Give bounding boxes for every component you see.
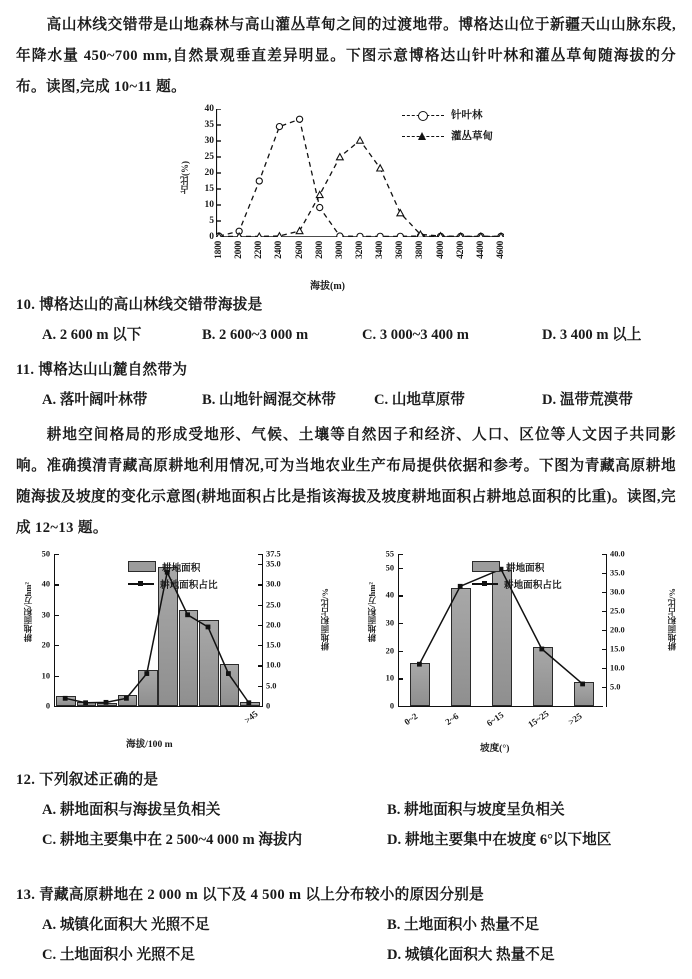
line-chart-x-tick: 4600	[496, 241, 506, 259]
y-tick: 20	[385, 646, 394, 656]
y-tick: 40	[385, 590, 394, 600]
line-chart-y-tick: 35	[204, 120, 214, 130]
q10-option-a[interactable]: A. 2 600 m 以下	[42, 327, 142, 343]
y2-tick-mark	[602, 668, 607, 669]
y-tick: 0	[45, 701, 50, 711]
line-chart-y-axis-label: 占比(%)	[180, 161, 190, 194]
x-tick-label: 0~2	[402, 711, 420, 727]
y2-tick-mark	[602, 611, 607, 612]
legend-label-shrub-meadow: 灌丛草甸	[451, 131, 493, 142]
circle-marker-icon	[402, 110, 444, 120]
legend-label-farmland-share: 耕地面积占比	[504, 579, 562, 591]
legend-item-farmland-share	[128, 575, 218, 592]
left-bar-x-tick-label-last: >45	[242, 708, 260, 726]
line-chart-x-tick: 3800	[415, 241, 426, 259]
line-chart-y-tick: 25	[204, 152, 214, 162]
question-10	[16, 290, 676, 350]
y2-tick: 25.0	[610, 606, 625, 616]
right-bar-y-ticks	[366, 548, 394, 711]
y2-tick-mark	[258, 706, 263, 707]
y2-tick-mark	[258, 554, 263, 555]
y-tick-mark	[54, 554, 59, 555]
x-tick-label: >25	[566, 710, 584, 728]
y-tick: 50	[41, 549, 50, 559]
chart-bar-altitude	[8, 548, 343, 760]
y-tick-mark	[54, 645, 59, 646]
question-12-options-row-1	[16, 795, 676, 825]
y2-tick: 10.0	[266, 660, 281, 670]
line-chart-x-tick: 2000	[234, 241, 245, 259]
line-chart-x-tick: 4400	[475, 241, 486, 259]
line-chart-x-axis-label: 海拔(m)	[310, 281, 345, 292]
y-tick: 10	[385, 673, 394, 683]
left-bar-y-axis-label: 耕地面积/万hm²	[23, 582, 33, 642]
line-chart-y-tick: 5	[209, 216, 214, 226]
bar-swatch-icon	[128, 561, 156, 572]
line-chart-x-tick: 1800	[214, 241, 224, 259]
y2-tick-mark	[602, 649, 607, 650]
line-chart-legend	[402, 104, 493, 146]
y2-tick: 30.0	[610, 587, 625, 597]
question-11-options	[16, 385, 676, 415]
legend-label-conifer-forest: 针叶林	[451, 110, 483, 121]
line-chart-x-tick: 2400	[274, 241, 285, 259]
q11-option-c[interactable]: C. 山地草原带	[374, 392, 465, 408]
right-bar-y2-ticks	[610, 548, 650, 708]
line-chart-x-tick: 3200	[355, 241, 365, 259]
chart-line-vegetation	[180, 101, 525, 292]
question-11-stem: 11. 博格达山山麓自然带为	[16, 362, 188, 378]
y2-tick-mark	[258, 665, 263, 666]
y2-tick-mark	[258, 605, 263, 606]
legend-item-shrub-meadow	[402, 125, 493, 146]
q10-option-c[interactable]: C. 3 000~3 400 m	[362, 327, 469, 343]
line-chart-x-tick: 3600	[395, 241, 406, 259]
question-13-options-row-2	[16, 940, 676, 970]
y2-tick: 37.5	[266, 549, 281, 559]
question-12	[16, 765, 676, 855]
y-tick: 40	[41, 579, 50, 589]
y2-tick: 30.0	[266, 579, 281, 589]
y-tick: 50	[385, 563, 394, 573]
legend-item-farmland-area	[472, 558, 562, 575]
y2-tick-mark	[258, 625, 263, 626]
question-10-stem: 10. 博格达山的高山林线交错带海拔是	[16, 297, 263, 313]
line-chart-x-tick: 4200	[455, 241, 466, 259]
y-tick-mark	[54, 676, 59, 677]
line-chart-y-tick: 40	[204, 104, 214, 114]
question-10-options	[16, 320, 676, 350]
y-tick-mark	[398, 554, 403, 555]
y2-tick-mark	[258, 686, 263, 687]
y2-tick: 35.0	[266, 559, 281, 569]
line-chart-y-ticks	[188, 104, 214, 242]
line-marker-icon	[128, 579, 154, 588]
legend-item-conifer-forest	[402, 104, 493, 125]
y2-tick: 5.0	[266, 681, 277, 691]
q11-option-b[interactable]: B. 山地针阔混交林带	[202, 392, 336, 408]
line-chart-y-tick: 30	[204, 136, 214, 146]
legend-label-farmland-area: 耕地面积	[162, 562, 201, 574]
y2-tick: 15.0	[266, 640, 281, 650]
y-tick: 20	[41, 640, 50, 650]
y-tick-mark	[398, 678, 403, 679]
line-chart-x-tick-labels	[216, 241, 508, 277]
q12-option-a[interactable]: A. 耕地面积与海拔呈负相关	[42, 802, 221, 818]
y2-tick-mark	[258, 564, 263, 565]
y2-tick: 25.0	[266, 600, 281, 610]
y-tick-mark	[54, 615, 59, 616]
question-12-stem: 12. 下列叙述正确的是	[16, 772, 159, 788]
question-13-options-row-1	[16, 910, 676, 940]
line-chart-y-tick: 0	[209, 232, 214, 242]
passage-2	[16, 420, 676, 544]
y2-tick-mark	[602, 630, 607, 631]
y2-tick: 10.0	[610, 663, 625, 673]
q12-option-d[interactable]: D. 耕地主要集中在坡度 6°以下地区	[387, 832, 612, 848]
y2-tick: 20.0	[266, 620, 281, 630]
question-13-stem: 13. 青藏高原耕地在 2 000 m 以下及 4 500 m 以上分布较小的原因分别是	[16, 887, 485, 903]
line-marker-icon	[472, 579, 498, 588]
y2-tick: 15.0	[610, 644, 625, 654]
left-bar-y2-ticks	[266, 548, 306, 711]
q13-option-d[interactable]: D. 城镇化面积大 热量不足	[387, 947, 555, 963]
x-tick-label: 15~25	[525, 708, 551, 730]
y-tick-mark	[398, 651, 403, 652]
q11-option-d[interactable]: D. 温带荒漠带	[542, 392, 633, 408]
y-tick-mark	[398, 595, 403, 596]
y2-tick-mark	[602, 554, 607, 555]
y-tick: 30	[385, 618, 394, 628]
passage-2-text: 耕地空间格局的形成受地形、气候、土壤等自然因子和经济、人口、区位等人文因子共同影响。准确摸清青藏高原耕地利用情况,可为当地农业生产布局提供依据和参考。下图为青藏高原耕地随海拔及坡度的变化示意图(耕地面积占比是指该海拔及坡度耕地面积占耕地总面积的比重)。读图,完成 12~13 题。	[16, 427, 676, 536]
triangle-marker-icon	[402, 131, 444, 141]
passage-1	[16, 10, 676, 103]
y2-tick: 5.0	[610, 682, 621, 692]
line-chart-x-tick: 3400	[375, 241, 386, 259]
line-chart-x-tick: 2200	[254, 241, 265, 259]
question-11	[16, 355, 676, 415]
line-chart-x-tick: 4000	[435, 241, 446, 259]
legend-label-farmland-area: 耕地面积	[506, 562, 545, 574]
y2-tick: 35.0	[610, 568, 625, 578]
question-12-options-row-2	[16, 825, 676, 855]
passage-1-text: 高山林线交错带是山地森林与高山灌丛草甸之间的过渡地带。博格达山位于新疆天山山脉东段,年降水量 450~700 mm,自然景观垂直差异明显。下图示意博格达山针叶林和灌丛草甸随海拔的分布。读图,完成 10~11 题。	[16, 17, 676, 95]
q12-option-b[interactable]: B. 耕地面积与坡度呈负相关	[387, 802, 565, 818]
y-tick: 0	[389, 701, 394, 711]
y2-tick-mark	[258, 645, 263, 646]
right-bar-y-axis-label: 耕地面积/万hm²	[367, 582, 377, 642]
left-bar-legend	[128, 558, 218, 592]
x-tick-label: 6~15	[484, 709, 506, 729]
right-bar-x-axis-label: 坡度(°)	[480, 743, 510, 754]
q13-option-a[interactable]: A. 城镇化面积大 光照不足	[42, 917, 210, 933]
left-bar-x-axis-label: 海拔/100 m	[126, 739, 173, 750]
y-tick: 10	[41, 671, 50, 681]
bar-swatch-icon	[472, 561, 500, 572]
y-tick: 55	[385, 549, 394, 559]
x-tick-label: 2~6	[443, 711, 461, 727]
y2-tick: 0	[266, 701, 271, 711]
left-bar-y2-axis-label: 耕地面积占比/%	[320, 588, 330, 651]
y-tick-mark	[398, 706, 403, 707]
line-chart-y-tick: 10	[204, 200, 214, 210]
y2-tick-mark	[602, 592, 607, 593]
left-bar-secondary-axis	[262, 554, 263, 707]
legend-item-farmland-share	[472, 575, 562, 592]
y2-tick-mark	[602, 687, 607, 688]
y-tick-mark	[54, 584, 59, 585]
legend-label-farmland-share: 耕地面积占比	[160, 579, 218, 591]
chart-bar-slope	[352, 548, 688, 760]
line-chart-x-tick: 2600	[294, 241, 305, 259]
line-chart-y-tick: 15	[204, 184, 214, 194]
left-bar-y-ticks	[22, 548, 50, 711]
y2-tick-mark	[602, 573, 607, 574]
y2-tick: 40.0	[610, 549, 625, 559]
q13-option-c[interactable]: C. 土地面积小 光照不足	[42, 947, 195, 963]
q10-option-d[interactable]: D. 3 400 m 以上	[542, 327, 642, 343]
right-bar-legend	[472, 558, 562, 592]
y-tick: 30	[41, 610, 50, 620]
line-chart-x-tick: 2800	[314, 241, 325, 259]
y2-tick-mark	[258, 584, 263, 585]
line-chart-x-tick: 3000	[334, 241, 345, 259]
y2-tick: 20.0	[610, 625, 625, 635]
q11-option-a[interactable]: A. 落叶阔叶林带	[42, 392, 148, 408]
line-chart-y-tick: 20	[204, 168, 214, 178]
legend-item-farmland-area	[128, 558, 218, 575]
y-tick-mark	[398, 623, 403, 624]
right-bar-y2-axis-label: 耕地面积占比/%	[667, 588, 677, 651]
q12-option-c[interactable]: C. 耕地主要集中在 2 500~4 000 m 海拔内	[42, 832, 303, 848]
y-tick-mark	[54, 706, 59, 707]
q13-option-b[interactable]: B. 土地面积小 热量不足	[387, 917, 540, 933]
question-13	[16, 880, 676, 970]
q10-option-b[interactable]: B. 2 600~3 000 m	[202, 327, 309, 343]
y-tick-mark	[398, 568, 403, 569]
